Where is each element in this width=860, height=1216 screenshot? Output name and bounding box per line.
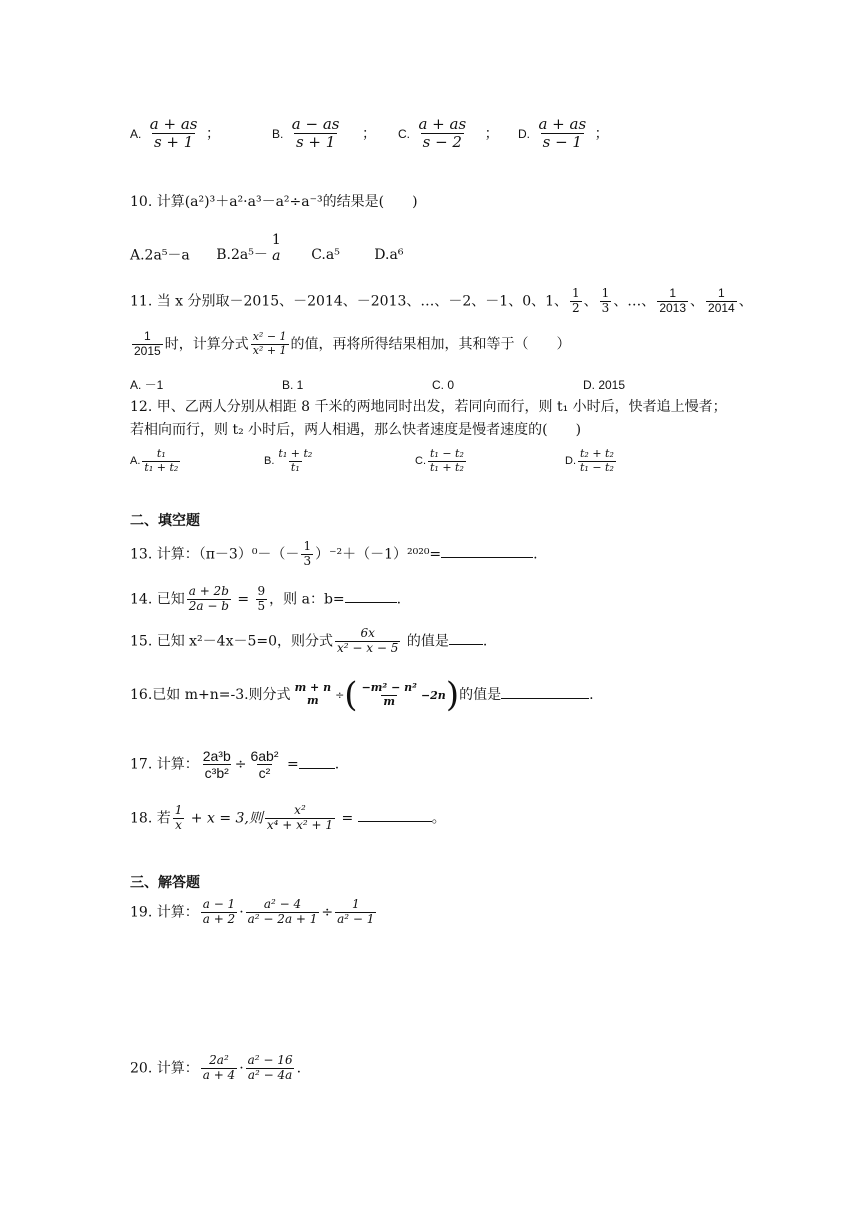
fraction: [301, 540, 313, 569]
fraction: [578, 448, 616, 474]
numerator: 9: [257, 584, 266, 598]
q9-option-c: [398, 116, 499, 152]
fraction-left: [187, 585, 231, 614]
q11-expression: [251, 331, 289, 357]
numerator: a² − 4: [263, 897, 302, 911]
q17-pre: 17. 计算：: [130, 756, 199, 773]
q18-post: =: [337, 810, 358, 827]
separator: 、: [583, 293, 598, 310]
denominator: s − 1: [542, 133, 582, 152]
denominator: 2015: [134, 343, 161, 358]
denominator: c³b²: [204, 765, 229, 782]
denominator: 3: [303, 553, 312, 568]
numerator: 1: [351, 897, 360, 911]
numerator: 2a²: [209, 1053, 229, 1067]
q10-option-d: D.a⁶: [374, 247, 404, 264]
numerator: t₁: [156, 447, 166, 460]
denominator: a² − 4a: [247, 1067, 293, 1082]
fraction-half: [570, 287, 582, 316]
separator: ；: [205, 125, 220, 142]
numerator: 1: [718, 286, 725, 300]
separator: ；: [361, 125, 376, 142]
right-paren: ): [445, 675, 460, 715]
q17-post: =: [282, 756, 299, 773]
numerator: 1: [572, 286, 580, 300]
answer-blank[interactable]: [299, 756, 335, 769]
denominator: 5: [257, 598, 266, 613]
denominator: x: [175, 817, 182, 832]
fraction-2013: [657, 287, 688, 316]
q16-pre: 16.已如 m+n=-3.则分式: [130, 687, 291, 703]
q11-option-a: A. －1: [130, 378, 164, 392]
answer-blank[interactable]: [449, 632, 483, 645]
q13-post: ）⁻²＋（－1）²⁰²⁰=: [315, 546, 442, 563]
numerator: 1: [601, 286, 610, 300]
separator: 、: [690, 293, 705, 310]
fraction: [416, 116, 468, 152]
dot-sign: ·: [239, 904, 244, 921]
q12-option-d: [565, 448, 618, 474]
fraction: [335, 627, 400, 656]
fraction-2015: [132, 330, 163, 359]
denominator: m: [307, 694, 319, 707]
numerator: a² − 16: [247, 1053, 293, 1067]
numerator: −m² − n²: [361, 680, 417, 694]
q14-post: ，则 a：b=: [269, 591, 345, 608]
denominator: a² − 1: [337, 911, 375, 926]
fraction-2: [246, 898, 320, 927]
period: .: [334, 756, 340, 773]
q11-stem-text: 11. 当 x 分别取－2015、－2014、－2013、…、－2、－1、0、1、: [130, 293, 569, 310]
denominator: a + 2: [202, 911, 236, 926]
numerator: a + 2b: [188, 584, 229, 598]
numerator: a + as: [538, 115, 587, 133]
dot-sign: ·: [239, 1060, 244, 1077]
q9-option-a: [130, 116, 220, 152]
period: .: [396, 591, 402, 608]
fraction-right: [248, 748, 280, 781]
denominator: x² − x − 5: [337, 640, 399, 655]
numerator: x² − 1: [252, 330, 287, 344]
q10-option-a: A.2a⁵－a: [130, 247, 190, 264]
divide-sign: ÷: [321, 904, 334, 921]
fraction-2: [246, 1054, 295, 1083]
q12-option-c: [415, 448, 468, 474]
denominator: s + 1: [153, 133, 194, 152]
q12-stem-line1: 12. 甲、乙两人分别从相距 8 千米的两地同时出发，若同向而行，则 t₁ 小时后，快者追上慢者；: [130, 399, 727, 415]
fraction-right: [265, 804, 335, 833]
numerator: 1: [303, 539, 312, 553]
fraction-1: [201, 1054, 237, 1083]
numerator: a − 1: [202, 897, 236, 911]
q19: [130, 898, 378, 927]
fraction-3: [335, 898, 376, 927]
denominator: t₁: [290, 460, 300, 474]
q11-stem-line1: [130, 287, 753, 316]
q20-pre: 20. 计算：: [130, 1060, 199, 1077]
q18: [130, 804, 446, 833]
numerator: 6x: [360, 626, 375, 640]
denominator: s − 2: [422, 133, 462, 152]
q18-mid: + x = 3,则: [186, 810, 263, 827]
q10-option-c: C.a⁵: [311, 247, 340, 264]
fraction-left: [173, 804, 185, 833]
fraction-1: [201, 898, 237, 927]
period: .: [482, 633, 488, 650]
denominator: x⁴ + x² + 1: [266, 817, 334, 832]
option-label: D.: [565, 455, 576, 468]
fraction: [148, 116, 200, 152]
period: 。: [431, 810, 446, 827]
fraction-right: [256, 585, 268, 614]
option-text: B.2a⁵－: [216, 247, 268, 264]
q11-option-d: D. 2015: [583, 378, 626, 392]
period: .: [533, 546, 538, 563]
numerator: 1: [271, 232, 281, 248]
option-label: A.: [130, 455, 141, 468]
numerator: t₂ + t₂: [580, 447, 614, 460]
answer-blank[interactable]: [501, 686, 589, 699]
denominator: a² − 2a + 1: [247, 911, 318, 926]
numerator: x²: [294, 803, 306, 817]
fraction-2014: [706, 287, 737, 316]
denominator: t₁ − t₂: [580, 460, 614, 474]
period: .: [589, 687, 594, 703]
answer-blank[interactable]: [345, 590, 397, 603]
left-paren: (: [344, 675, 358, 715]
option-label: B.: [264, 455, 275, 468]
separator: ；: [594, 125, 609, 142]
q20: [130, 1054, 301, 1083]
denominator: c²: [258, 765, 271, 782]
q9-option-d: [518, 116, 609, 152]
q14-pre: 14. 已知: [130, 591, 185, 608]
fraction-left: [201, 748, 233, 781]
q17: [130, 748, 339, 781]
q16-tail: −2n: [420, 689, 446, 702]
section-heading-solve: 三、解答题: [130, 874, 200, 890]
q15-post: 的值是: [402, 633, 449, 650]
fraction: [428, 448, 466, 474]
separator: 、: [738, 293, 753, 310]
q11-stem-line2: [130, 330, 571, 359]
q16-post: 的值是: [459, 687, 502, 703]
section-heading-fill-in: 二、填空题: [130, 512, 200, 528]
option-label: C.: [398, 126, 410, 141]
fraction: [270, 232, 283, 264]
divide-sign: ÷: [234, 756, 247, 773]
q15-pre: 15. 已知 x²－4x－5=0，则分式: [130, 633, 334, 650]
option-label: A.: [130, 126, 142, 141]
answer-blank[interactable]: [358, 809, 432, 822]
denominator: 2: [572, 300, 580, 315]
numerator: 1: [144, 329, 151, 343]
denominator: 2013: [659, 300, 687, 315]
q9-option-b: [272, 116, 376, 152]
q15: [130, 627, 487, 656]
denominator: s + 1: [295, 133, 336, 152]
denominator: a: [272, 248, 281, 265]
q12-option-a: [130, 448, 182, 474]
q13: [130, 540, 538, 569]
numerator: t₁ + t₂: [278, 447, 313, 460]
numerator: m + n: [294, 681, 332, 695]
q10-option-b: [216, 232, 289, 265]
period: .: [296, 1060, 302, 1077]
answer-blank[interactable]: [441, 545, 533, 558]
denominator: a + 4: [202, 1067, 236, 1082]
option-label: B.: [272, 126, 284, 141]
denominator: m: [383, 694, 396, 708]
denominator: x² + 1: [252, 343, 287, 357]
q12-option-b: [264, 448, 316, 474]
separator: ；: [484, 125, 499, 142]
denominator: 3: [601, 300, 610, 315]
q11-mid-text: 时，计算分式: [164, 336, 249, 353]
numerator: 1: [669, 286, 676, 300]
numerator: a + as: [149, 115, 198, 133]
denominator: t₁ + t₂: [430, 460, 464, 474]
divide-sign: ÷: [335, 689, 345, 702]
equals: =: [232, 591, 254, 608]
numerator: a + as: [418, 115, 467, 133]
denominator: t₁ + t₂: [144, 460, 179, 474]
denominator: 2014: [708, 300, 735, 315]
numerator: 2a³b: [202, 748, 231, 764]
q12-stem-line2: 若相向而行，则 t₂ 小时后，两人相遇，那么快者速度是慢者速度的( ): [130, 422, 582, 438]
fraction-third: [600, 287, 612, 316]
ellipsis: 、…、: [613, 293, 656, 310]
option-label: C.: [415, 455, 426, 468]
q11-option-c: C. 0: [432, 378, 455, 392]
q10-options: [130, 232, 403, 264]
q14: [130, 585, 401, 614]
numerator: 6ab²: [250, 748, 279, 764]
fraction: [290, 116, 342, 152]
denominator: 2a − b: [188, 598, 229, 613]
q16: [130, 675, 594, 715]
numerator: 1: [174, 803, 183, 817]
q11-end-text: 的值，再将所得结果相加，其和等于（ ）: [290, 336, 571, 353]
option-label: D.: [518, 126, 530, 141]
fraction: [276, 448, 314, 474]
fraction-inner: [360, 682, 419, 708]
q10-stem: 10. 计算(a²)³＋a²·a³－a²÷a⁻³的结果是( ): [130, 194, 418, 210]
numerator: t₁ − t₂: [430, 447, 464, 460]
numerator: a − as: [291, 115, 340, 133]
q18-pre: 18. 若: [130, 810, 171, 827]
q19-pre: 19. 计算：: [130, 904, 199, 921]
fraction-left: [293, 682, 334, 707]
q11-option-b: B. 1: [282, 378, 304, 392]
fraction: [142, 448, 180, 474]
fraction: [536, 116, 588, 152]
q13-pre: 13. 计算：（π－3）⁰－（－: [130, 546, 300, 563]
